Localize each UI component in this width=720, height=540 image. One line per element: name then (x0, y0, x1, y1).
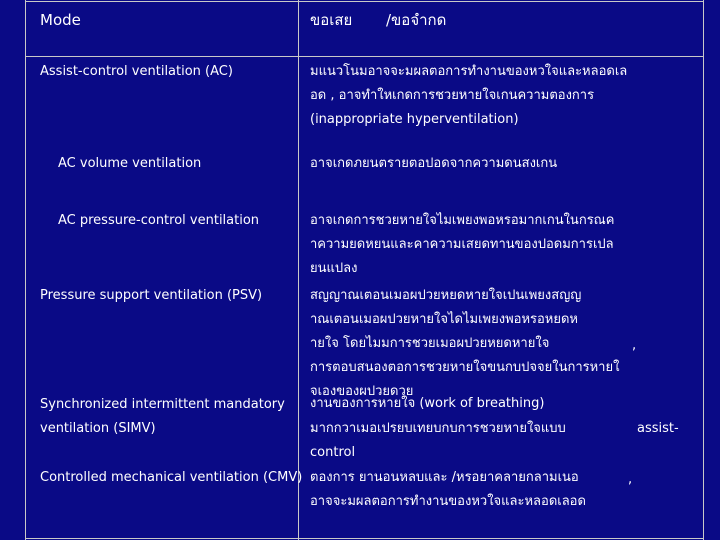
header-divider (25, 56, 704, 57)
mode-ac-pressure-control: AC pressure-control ventilation (58, 213, 260, 228)
mode-ac-volume: AC volume ventilation (58, 156, 202, 171)
limitation-line: การตอบสนองตอการชวยหายใจขนกบปจจยในการหายใ (310, 360, 620, 375)
mode-assist-control: Assist-control ventilation (AC) (40, 64, 233, 79)
mode-simv: Synchronized intermittent mandatory (40, 397, 285, 412)
header-mode: Mode (40, 11, 81, 29)
limitation-line: าณเตอนเมอผปวยหายใจไดไมเพยงพอหรอหยดห (310, 312, 578, 327)
limitation-line: ยนแปลง (310, 261, 358, 276)
table-border-top (25, 1, 704, 2)
table-column-divider (298, 0, 299, 540)
header-limitation: /ขอจำกด (386, 11, 447, 29)
table-border-bottom (25, 538, 704, 539)
limitation-line: อาจจะมผลตอการทำงานของหวใจและหลอดเลอด (310, 494, 586, 509)
limitation-line: (inappropriate hyperventilation) (310, 112, 519, 127)
header-disadvantage: ขอเสย (310, 11, 353, 29)
limitation-line: งานของการหายใจ (work of breathing) (310, 396, 545, 411)
limitation-line: ตองการ ยานอนหลบและ /หรอยาคลายกลามเนอ (310, 470, 579, 485)
limitation-line: อาจเกดการชวยหายใจไมเพยงพอหรอมากเกนในกรณค (310, 213, 615, 228)
limitation-line: อด , อาจทำใหเกดการชวยหายใจเกนความตองการ (310, 88, 595, 103)
limitation-trail: , (628, 472, 633, 487)
mode-simv-cont: ventilation (SIMV) (40, 421, 156, 436)
table-border-right (703, 0, 704, 540)
limitation-line: สญญาณเตอนเมอผปวยหยดหายใจเปนเพยงสญญ (310, 288, 582, 303)
limitation-line: มากกวาเมอเปรยบเทยบกบการชวยหายใจแบบ (310, 421, 566, 436)
limitation-line: จเองของผปวยดวย (310, 384, 414, 399)
limitation-line: control (310, 445, 356, 460)
limitation-trail: , (632, 338, 637, 353)
limitation-line: มแนวโนมอาจจะมผลตอการทำงานของหวใจและหลอดเล (310, 64, 628, 79)
limitation-line: าความยดหยนและคาความเสยดทานของปอดมการเปล (310, 237, 614, 252)
limitation-line: ายใจ โดยไมมการชวยเมอผปวยหยดหายใจ (310, 336, 550, 351)
limitation-trail: assist- (637, 421, 679, 436)
limitation-line: อาจเกดภยนตรายตอปอดจากความดนสงเกน (310, 156, 558, 171)
table-border-left (25, 0, 26, 540)
mode-psv: Pressure support ventilation (PSV) (40, 288, 263, 303)
mode-cmv: Controlled mechanical ventilation (CMV) (40, 470, 303, 485)
